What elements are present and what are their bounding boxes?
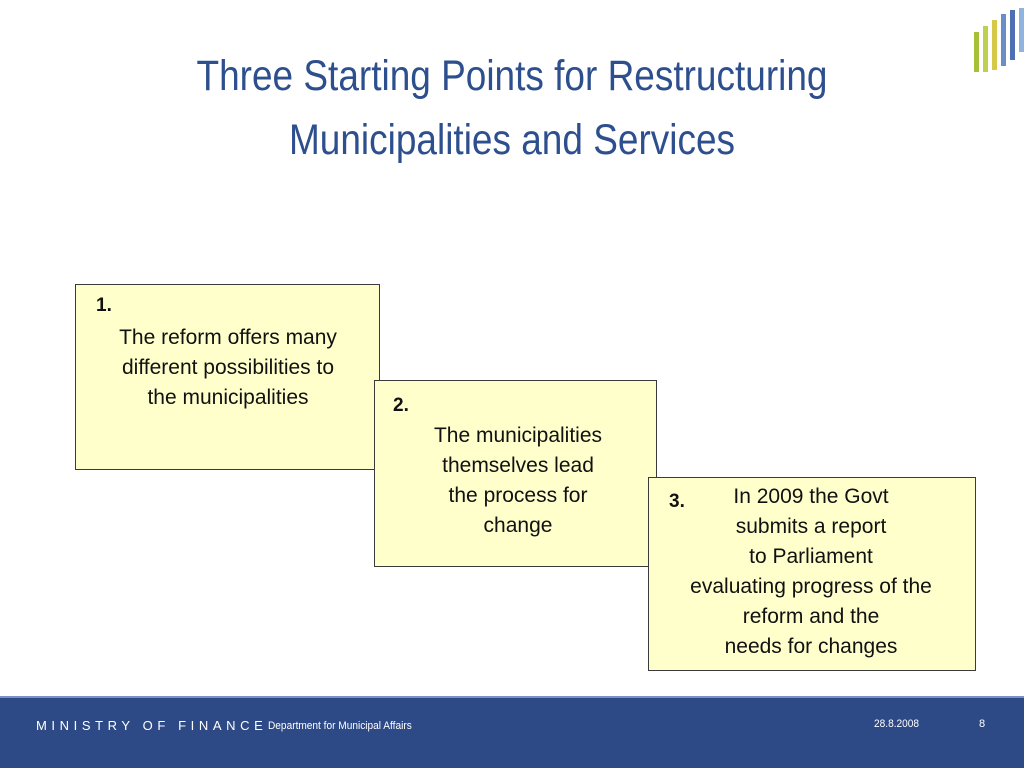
logo-bar xyxy=(1010,10,1015,60)
point-number: 1. xyxy=(96,295,112,316)
starting-point-2-box xyxy=(374,380,657,567)
logo-bar xyxy=(1001,14,1006,66)
footer-divider xyxy=(0,696,1024,698)
text-line: themselves lead xyxy=(442,454,594,477)
logo-bar xyxy=(1019,8,1024,52)
text-line: submits a report xyxy=(735,515,887,538)
ministry-name: MINISTRY OF FINANCE xyxy=(36,718,268,733)
slide-title xyxy=(123,44,900,172)
title-line-1: Three Starting Points for Restructuring xyxy=(196,52,828,100)
text-line: the process for xyxy=(448,484,588,507)
logo-bar xyxy=(992,20,997,70)
slide-date: 28.8.2008 xyxy=(874,718,920,730)
text-line: reform and the xyxy=(742,605,880,628)
text-line: the municipalities xyxy=(147,386,309,409)
text-line: change xyxy=(483,514,553,537)
point-number: 3. xyxy=(669,491,685,512)
title-line-2: Municipalities and Services xyxy=(288,116,736,164)
logo-bar xyxy=(974,32,979,72)
page-number: 8 xyxy=(979,718,986,730)
text-line: The municipalities xyxy=(433,424,603,447)
text-line: evaluating progress of the xyxy=(690,575,932,598)
point-number: 2. xyxy=(393,395,409,416)
text-line: The reform offers many xyxy=(119,326,337,349)
point-text xyxy=(653,482,969,662)
text-line: different possibilities to xyxy=(121,356,335,379)
ministry-bars-logo-icon xyxy=(970,8,1024,82)
logo-bar xyxy=(983,26,988,72)
department-name: Department for Municipal Affairs xyxy=(268,720,412,732)
text-line: to Parliament xyxy=(749,545,873,568)
starting-point-1-box xyxy=(75,284,380,470)
point-text xyxy=(405,421,631,541)
text-line: In 2009 the Govt xyxy=(733,485,889,508)
text-line: needs for changes xyxy=(724,635,898,658)
starting-point-3-box xyxy=(648,477,976,671)
point-text xyxy=(82,323,374,413)
slide-footer xyxy=(0,696,1024,768)
